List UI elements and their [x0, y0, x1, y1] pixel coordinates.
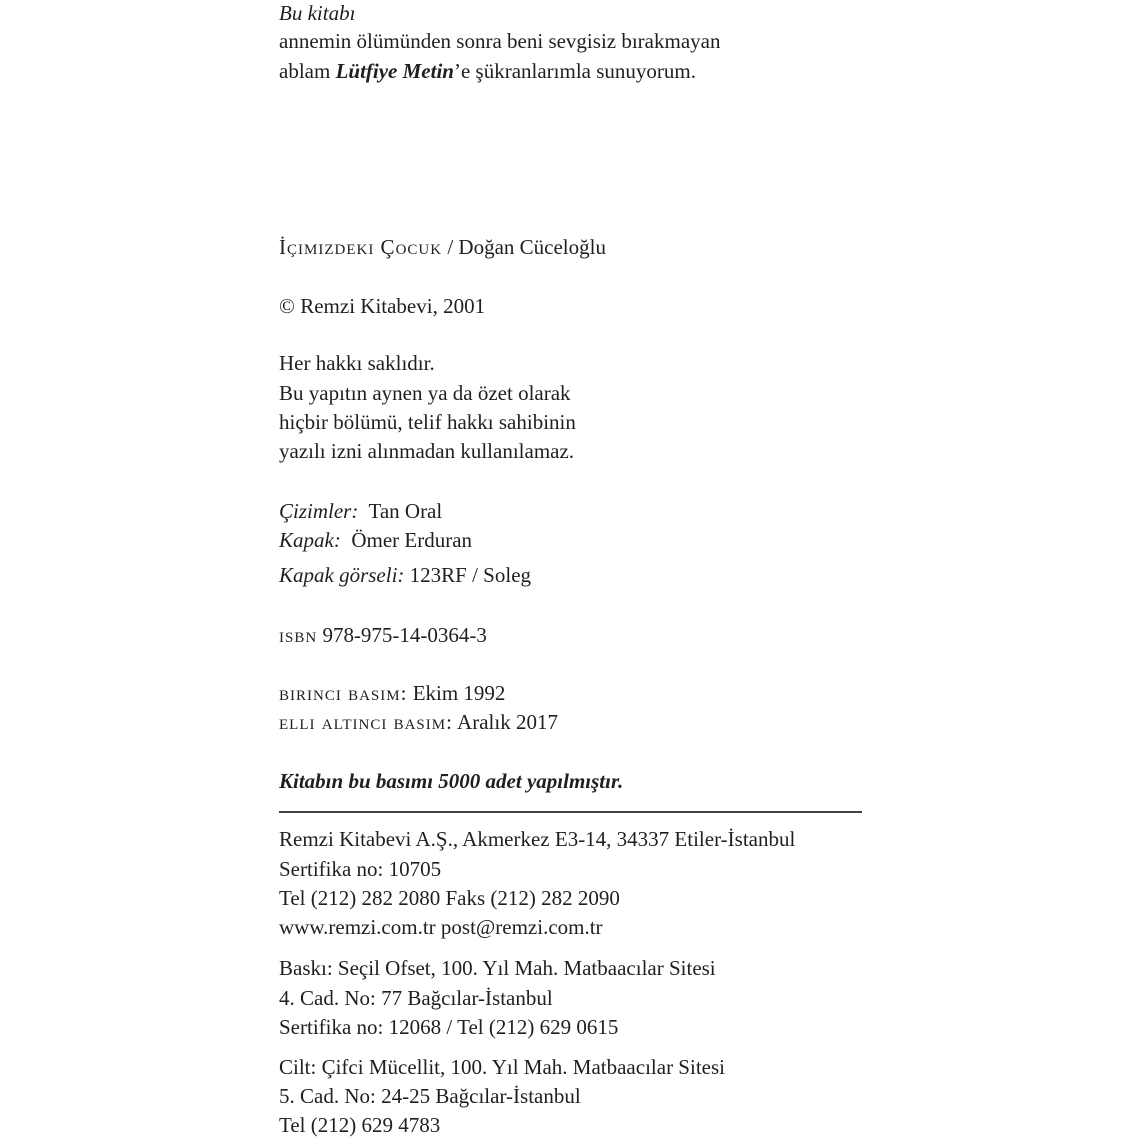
dedication-line-3 — [279, 59, 696, 83]
credit-cover-image-label: Kapak görseli: — [279, 563, 405, 587]
rights-line-2: Bu yapıtın aynen ya da özet olarak — [279, 381, 571, 405]
first-edition-value: Ekim 1992 — [407, 681, 506, 705]
dedication-post: ’e şükranlarımla sunuyorum. — [453, 59, 696, 83]
credit-cover-label: Kapak: — [279, 528, 341, 552]
dedication-pre: ablam — [279, 59, 336, 83]
credit-cover-image-value: 123RF / Soleg — [409, 563, 532, 587]
current-edition — [279, 710, 558, 734]
divider-rule — [279, 811, 862, 813]
publisher-line-1: Remzi Kitabevi A.Ş., Akmerkez E3-14, 34337 Etiler-İstanbul — [279, 827, 796, 851]
printer-line-1: Baskı: Seçil Ofset, 100. Yıl Mah. Matbaacılar Sitesi — [279, 956, 716, 980]
credit-cover — [279, 528, 472, 552]
rights-line-1: Her hakkı saklıdır. — [279, 351, 435, 375]
credit-cover-image — [279, 563, 531, 587]
binding-line-3: Tel (212) 629 4783 — [279, 1113, 441, 1137]
first-edition — [279, 681, 505, 705]
printer-line-3: Sertifika no: 12068 / Tel (212) 629 0615 — [279, 1015, 619, 1039]
printer-line-2: 4. Cad. No: 77 Bağcılar-İstanbul — [279, 986, 553, 1010]
print-run: Kitabın bu basımı 5000 adet yapılmıştır. — [279, 769, 624, 793]
book-title: İçimizdeki Çocuk — [279, 235, 443, 259]
current-edition-value: Aralık 2017 — [452, 710, 558, 734]
publisher-line-3: Tel (212) 282 2080 Faks (212) 282 2090 — [279, 886, 620, 910]
book-author: / Doğan Cüceloğlu — [442, 235, 606, 259]
book-title-line — [279, 235, 606, 259]
isbn-line — [279, 623, 487, 647]
dedication-name: Lütfiye Metin — [335, 59, 454, 83]
publisher-line-4: www.remzi.com.tr post@remzi.com.tr — [279, 915, 603, 939]
rights-line-4: yazılı izni alınmadan kullanılamaz. — [279, 439, 575, 463]
credit-drawings-label: Çizimler: — [279, 499, 359, 523]
isbn-label: isbn — [279, 623, 318, 647]
binding-line-1: Cilt: Çifci Mücellit, 100. Yıl Mah. Matbaacılar Sitesi — [279, 1055, 725, 1079]
rights-line-3: hiçbir bölümü, telif hakkı sahibinin — [279, 410, 576, 434]
copyright-notice: © Remzi Kitabevi, 2001 — [279, 294, 486, 318]
isbn-value: 978-975-14-0364-3 — [317, 623, 487, 647]
credit-cover-value: Ömer Erduran — [351, 528, 473, 552]
credit-drawings-value: Tan Oral — [368, 499, 443, 523]
binding-line-2: 5. Cad. No: 24-25 Bağcılar-İstanbul — [279, 1084, 581, 1108]
publisher-line-2: Sertifika no: 10705 — [279, 857, 442, 881]
first-edition-label: birinci basım: — [279, 681, 408, 705]
dedication-line-2: annemin ölümünden sonra beni sevgisiz bırakmayan — [279, 29, 721, 53]
dedication-line-1: Bu kitabı — [279, 1, 356, 25]
current-edition-label: elli altıncı basım: — [279, 710, 453, 734]
credit-drawings — [279, 499, 442, 523]
